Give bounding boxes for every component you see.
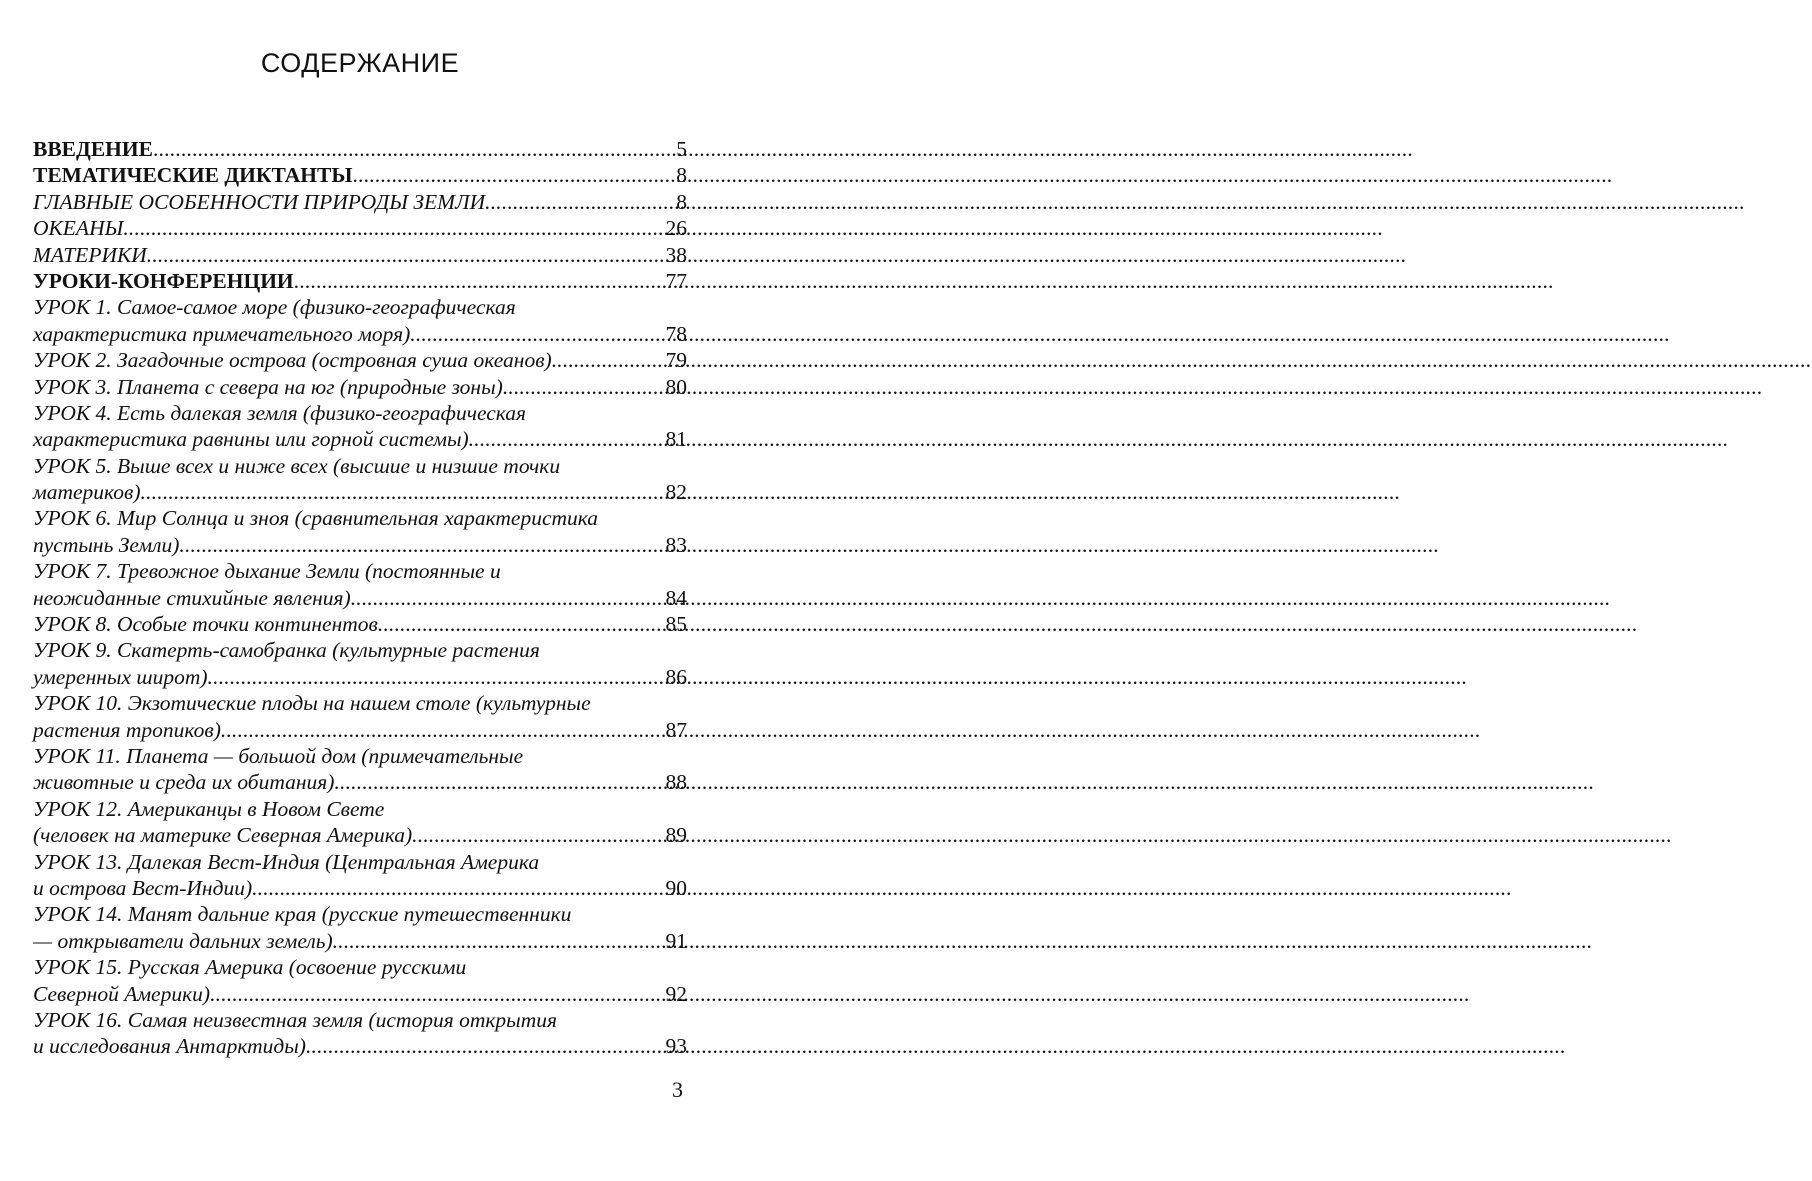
dot-leader: [221, 717, 666, 743]
dot-leader: [252, 875, 665, 901]
toc-entry-title: ГЛАВНЫЕ ОСОБЕННОСТИ ПРИРОДЫ ЗЕМЛИ: [33, 189, 486, 214]
toc-page-number: 8: [676, 189, 687, 214]
toc-entry-earth-features: [33, 189, 687, 215]
toc-entry-title: — открыватели дальних земель): [33, 928, 333, 953]
toc-entry-conference-lessons: [33, 268, 687, 294]
toc-entry-lesson-10-line1: УРОК 10. Экзотические плоды на нашем столе (культурные: [33, 691, 591, 716]
toc-entry-title: ВВЕДЕНИЕ: [33, 137, 153, 161]
toc-page-number: 26: [665, 216, 687, 241]
toc-entry-oceans: [33, 215, 687, 241]
toc-page-number: 86: [665, 664, 687, 689]
dot-leader: [351, 585, 666, 611]
toc-entry-lesson-13: [33, 875, 687, 901]
toc-entry-lesson-6: [33, 532, 687, 558]
toc-page-number: 83: [665, 532, 687, 557]
dot-leader: [306, 1033, 666, 1059]
toc-entry-lesson-10: [33, 717, 687, 743]
dot-leader: [141, 479, 666, 505]
toc-entry-title: УРОК 2. Загадочные острова (островная суша океанов): [33, 348, 552, 373]
toc-entry-lesson-15-line1: УРОК 15. Русская Америка (освоение русскими: [33, 955, 467, 980]
toc-entry-title: (человек на материке Северная Америка): [33, 823, 413, 848]
dot-leader: [210, 981, 665, 1007]
dot-leader: [147, 242, 666, 268]
document-page: [0, 0, 720, 1181]
dot-leader: [503, 374, 666, 400]
dot-leader: [410, 321, 665, 347]
dot-leader: [153, 136, 676, 162]
toc-entry-lesson-4-line1: УРОК 4. Есть далекая земля (физико-географическая: [33, 400, 527, 425]
toc-page-number: 77: [665, 268, 687, 293]
dot-leader: [208, 664, 666, 690]
dot-leader: [333, 928, 666, 954]
toc-entry-lesson-7: [33, 585, 687, 611]
toc-entry-title: характеристика равнины или горной системы): [33, 427, 469, 452]
dot-leader: [334, 769, 665, 795]
toc-entry-lesson-9-line1: УРОК 9. Скатерть-самобранка (культурные растения: [33, 638, 540, 663]
toc-entry-title: УРОКИ-КОНФЕРЕНЦИИ: [33, 268, 294, 293]
dot-leader: [294, 268, 666, 294]
toc-entry-continents: [33, 242, 687, 268]
toc-entry-lesson-3: [33, 374, 687, 400]
toc-page-number: 78: [665, 321, 687, 346]
toc-page-number: 93: [665, 1034, 687, 1059]
table-of-contents: [33, 136, 687, 1060]
toc-entry-lesson-5-line1: УРОК 5. Выше всех и ниже всех (высшие и низшие точки: [33, 453, 561, 478]
toc-page-number: 84: [665, 585, 687, 610]
toc-entry-lesson-4: [33, 426, 687, 452]
toc-entry-lesson-15: [33, 981, 687, 1007]
toc-entry-title: растения тропиков): [33, 717, 221, 742]
toc-entry-title: ОКЕАНЫ: [33, 216, 124, 241]
toc-entry-dictations: [33, 162, 687, 188]
toc-page-number: 92: [665, 981, 687, 1006]
dot-leader: [485, 189, 676, 215]
dot-leader: [412, 822, 665, 848]
toc-page-number: 8: [676, 163, 687, 188]
toc-page-number: 81: [665, 427, 687, 452]
toc-page-number: 85: [665, 612, 687, 637]
toc-entry-title: УРОК 8. Особые точки континентов: [33, 612, 378, 637]
toc-page-number: 80: [665, 374, 687, 399]
toc-entry-lesson-6-line1: УРОК 6. Мир Солнца и зноя (сравнительная характеристика: [33, 506, 599, 531]
toc-entry-lesson-2: [33, 347, 687, 373]
toc-entry-lesson-1: [33, 321, 687, 347]
dot-leader: [179, 532, 665, 558]
toc-entry-lesson-13-line1: УРОК 13. Далекая Вест-Индия (Центральная Америка: [33, 849, 540, 874]
page-number: 3: [672, 1077, 683, 1102]
toc-entry-introduction: [33, 136, 687, 162]
toc-page-number: 5: [676, 137, 687, 161]
toc-entry-title: умеренных широт): [33, 664, 208, 689]
dot-leader: [352, 162, 676, 188]
toc-page-number: 89: [665, 823, 687, 848]
dot-leader: [552, 347, 666, 373]
toc-page-number: 88: [665, 770, 687, 795]
toc-entry-title: неожиданные стихийные явления): [33, 585, 351, 610]
toc-page-number: 82: [665, 480, 687, 505]
toc-page-number: 38: [665, 242, 687, 267]
toc-entry-title: и исследования Антарктиды): [33, 1034, 306, 1059]
toc-page-number: 79: [665, 348, 687, 373]
toc-entry-title: УРОК 3. Планета с севера на юг (природные зоны): [33, 374, 503, 399]
toc-entry-lesson-14-line1: УРОК 14. Манят дальние края (русские путешественники: [33, 902, 572, 927]
toc-entry-lesson-5: [33, 479, 687, 505]
toc-entry-lesson-12: [33, 822, 687, 848]
toc-entry-title: МАТЕРИКИ: [33, 242, 147, 267]
dot-leader: [378, 611, 666, 637]
toc-page-number: 90: [665, 875, 687, 900]
toc-entry-title: пустынь Земли): [33, 532, 180, 557]
toc-entry-title: и острова Вест-Индии): [33, 875, 253, 900]
toc-entry-title: животные и среда их обитания): [33, 770, 335, 795]
toc-entry-lesson-12-line1: УРОК 12. Американцы в Новом Свете: [33, 796, 385, 821]
toc-page-number: 91: [665, 928, 687, 953]
toc-entry-lesson-11: [33, 769, 687, 795]
toc-entry-title: ТЕМАТИЧЕСКИЕ ДИКТАНТЫ: [33, 163, 353, 188]
toc-entry-lesson-1-line1: УРОК 1. Самое-самое море (физико-географическая: [33, 295, 516, 320]
toc-entry-title: Северной Америки): [33, 981, 211, 1006]
dot-leader: [123, 215, 665, 241]
toc-entry-lesson-14: [33, 928, 687, 954]
toc-entry-title: характеристика примечательного моря): [33, 321, 411, 346]
toc-page-number: 87: [665, 717, 687, 742]
toc-entry-lesson-7-line1: УРОК 7. Тревожное дыхание Земли (постоянные и: [33, 559, 501, 584]
toc-entry-title: материков): [33, 480, 141, 505]
toc-entry-lesson-16: [33, 1033, 687, 1059]
dot-leader: [469, 426, 666, 452]
toc-entry-lesson-9: [33, 664, 687, 690]
page-title: СОДЕРЖАНИЕ: [260, 48, 460, 78]
toc-entry-lesson-8: [33, 611, 687, 637]
toc-entry-lesson-11-line1: УРОК 11. Планета — большой дом (примечательные: [33, 743, 524, 768]
toc-entry-lesson-16-line1: УРОК 16. Самая неизвестная земля (история открытия: [33, 1007, 557, 1032]
